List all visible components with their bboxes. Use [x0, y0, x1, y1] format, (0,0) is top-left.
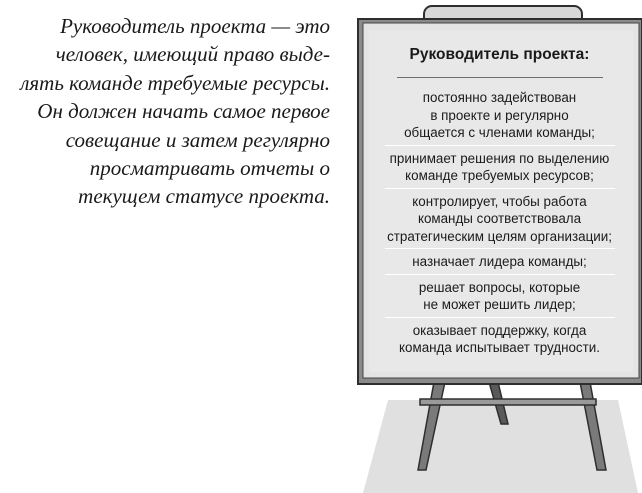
board-item [357, 193, 642, 246]
board-item-line: команды соответствовала [417, 211, 582, 226]
item-divider [385, 274, 615, 275]
board-item-line: оказывает поддержку, когда [412, 322, 587, 338]
board-item-line: команде требуемых ресурсов; [405, 168, 594, 183]
board-item-line: постоянно задействован [422, 90, 577, 105]
item-divider [385, 248, 615, 249]
intro-line: просматривать отчеты о [89, 156, 330, 181]
board-item [357, 89, 642, 142]
board-item-line: общается с членами команды; [404, 125, 595, 140]
intro-line: текущем статусе проекта. [78, 184, 330, 209]
intro-line: совещание и затем регулярно [65, 127, 330, 152]
board-item-line: команда испытывает трудности. [399, 340, 600, 355]
board-item-line: не может решить лидер; [423, 297, 576, 312]
board-item [357, 253, 642, 271]
board-title: Руководитель проекта: [409, 46, 590, 63]
item-divider [385, 317, 615, 318]
title-divider [397, 77, 603, 78]
item-divider [385, 188, 615, 189]
board-item [357, 279, 642, 314]
board-item [357, 150, 642, 185]
board-item-line: в проекте и регулярно [430, 107, 569, 123]
board-item-line: стратегическим целям организации; [387, 228, 612, 244]
board-item-line: решает вопросы, которые [418, 279, 581, 295]
intro-line: человек, имеющий право выде- [55, 42, 330, 67]
intro-line: лять команде требуемые ресурсы. [20, 70, 330, 95]
board-item-line: принимает решения по выделению [389, 150, 610, 166]
easel-crossbar [420, 399, 596, 405]
intro-paragraph [0, 12, 330, 211]
board-content [357, 40, 642, 357]
board-item [357, 322, 642, 357]
item-divider [385, 145, 615, 146]
board-list [357, 89, 642, 357]
board-item-line: назначает лидера команды; [412, 254, 587, 269]
intro-line: Он должен начать самое первое [37, 99, 330, 124]
intro-line: Руководитель проекта — это [60, 14, 330, 38]
board-item-line: контролирует, чтобы работа [412, 193, 587, 209]
